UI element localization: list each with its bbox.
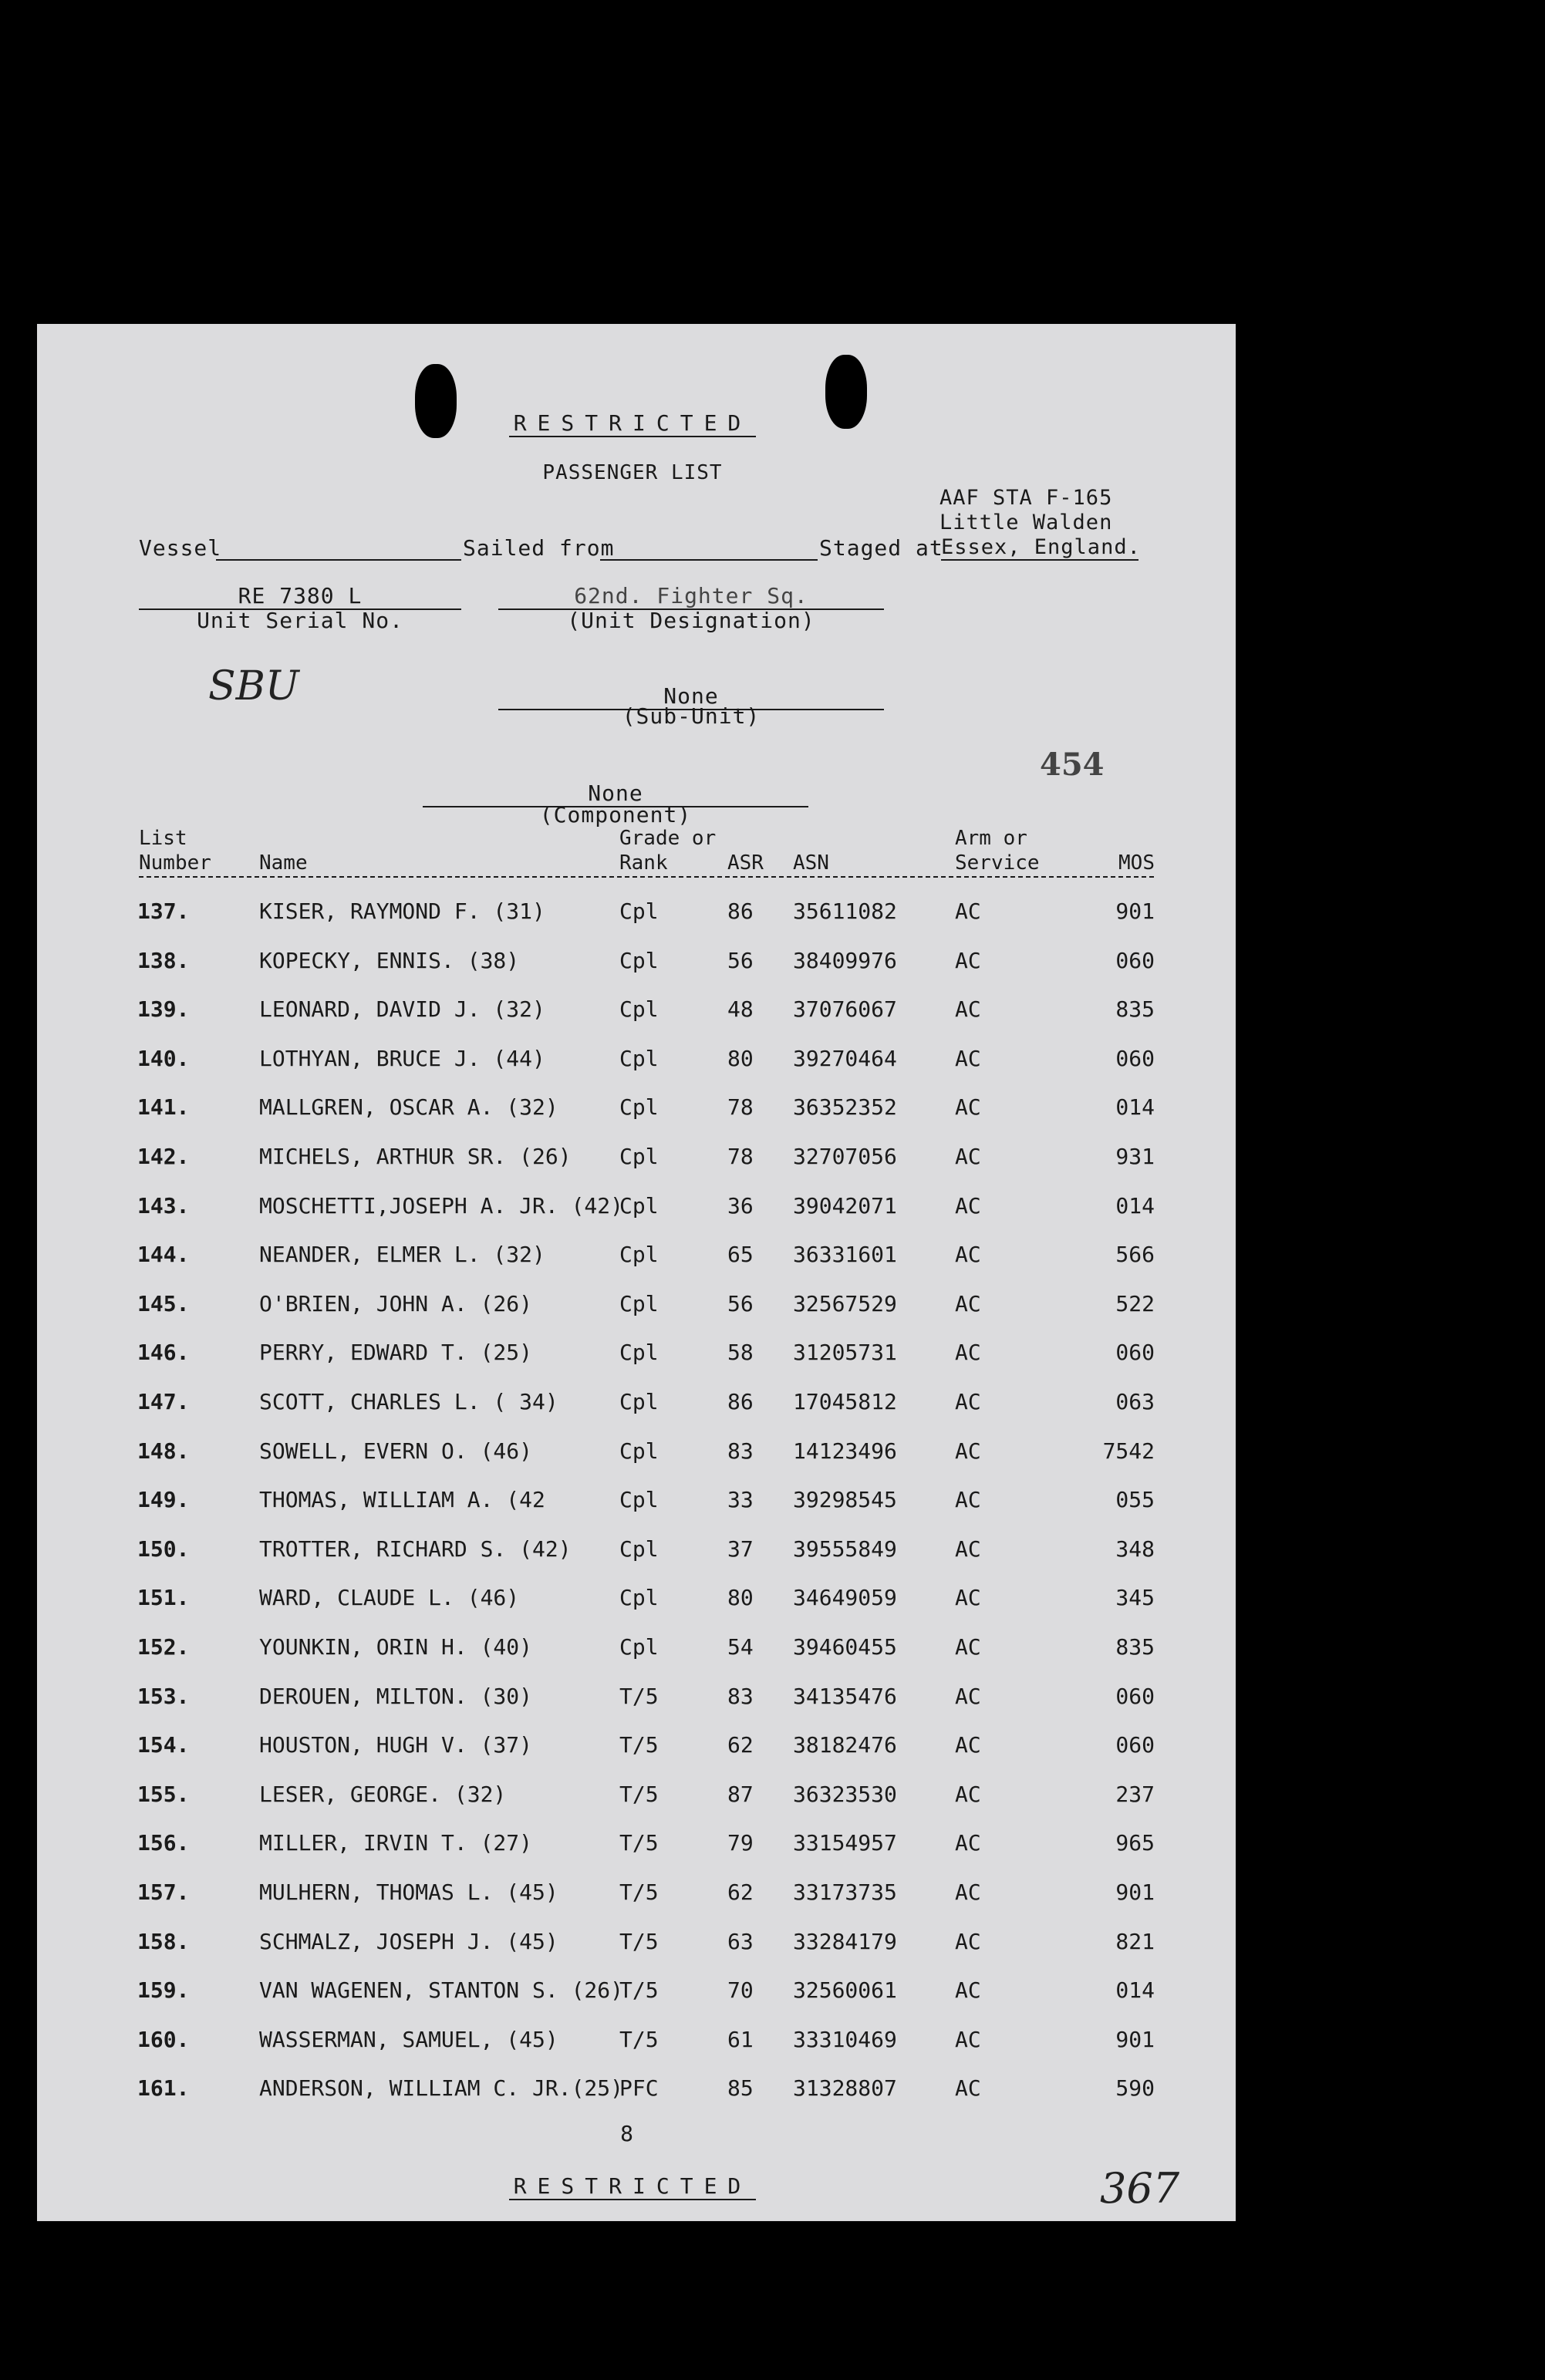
header-grade: Grade or bbox=[619, 827, 717, 850]
cell-mos: 835 bbox=[1115, 1634, 1155, 1660]
cell-arm: AC bbox=[955, 1928, 981, 1954]
cell-num: 143. bbox=[137, 1192, 190, 1219]
cell-asr: 58 bbox=[727, 1340, 754, 1366]
cell-num: 147. bbox=[137, 1389, 190, 1414]
cell-asr: 62 bbox=[727, 1879, 754, 1905]
cell-name: LOTHYAN, BRUCE J. (44) bbox=[259, 1045, 545, 1071]
cell-name: LESER, GEORGE. (32) bbox=[259, 1781, 507, 1807]
cell-mos: 014 bbox=[1115, 1977, 1155, 2004]
cell-num: 161. bbox=[137, 2075, 190, 2102]
unit-designation-value: 62nd. Fighter Sq. bbox=[498, 583, 884, 610]
cell-asn: 38409976 bbox=[793, 947, 897, 973]
cell-grade: T/5 bbox=[619, 1977, 659, 2004]
cell-asr: 65 bbox=[727, 1242, 754, 1268]
cell-asr: 83 bbox=[727, 1438, 754, 1464]
table-row bbox=[37, 2075, 1236, 2106]
cell-name: SCOTT, CHARLES L. ( 34) bbox=[259, 1389, 558, 1414]
handwritten-page-number: 367 bbox=[1100, 2164, 1180, 2213]
cell-grade: Cpl bbox=[619, 1242, 659, 1268]
header-list: List bbox=[139, 827, 187, 850]
cell-asr: 36 bbox=[727, 1192, 754, 1219]
cell-mos: 345 bbox=[1115, 1585, 1155, 1611]
restricted-header: RESTRICTED bbox=[509, 410, 756, 437]
document-title: PASSENGER LIST bbox=[542, 461, 723, 484]
table-row bbox=[37, 1340, 1236, 1370]
table-row bbox=[37, 1732, 1236, 1763]
cell-arm: AC bbox=[955, 1879, 981, 1905]
cell-name: O'BRIEN, JOHN A. (26) bbox=[259, 1290, 533, 1316]
cell-arm: AC bbox=[955, 1144, 981, 1169]
header-name: Name bbox=[259, 851, 308, 875]
header-asn: ASN bbox=[793, 851, 829, 875]
cell-arm: AC bbox=[955, 1585, 981, 1611]
station-line-1: AAF STA F-165 bbox=[939, 486, 1113, 510]
cell-asn: 36323530 bbox=[793, 1781, 897, 1807]
cell-asn: 32707056 bbox=[793, 1144, 897, 1169]
cell-asr: 78 bbox=[727, 1144, 754, 1169]
cell-num: 150. bbox=[137, 1536, 190, 1562]
table-row bbox=[37, 1879, 1236, 1910]
cell-asn: 39270464 bbox=[793, 1045, 897, 1071]
cell-num: 155. bbox=[137, 1781, 190, 1807]
cell-asr: 70 bbox=[727, 1977, 754, 2004]
cell-mos: 835 bbox=[1115, 996, 1155, 1023]
cell-name: KISER, RAYMOND F. (31) bbox=[259, 898, 545, 924]
cell-mos: 060 bbox=[1115, 1683, 1155, 1709]
cell-arm: AC bbox=[955, 1536, 981, 1562]
cell-asr: 86 bbox=[727, 1389, 754, 1414]
cell-arm: AC bbox=[955, 1732, 981, 1758]
cell-name: WASSERMAN, SAMUEL, (45) bbox=[259, 2026, 558, 2052]
cell-asr: 86 bbox=[727, 898, 754, 924]
cell-mos: 348 bbox=[1115, 1536, 1155, 1562]
cell-asr: 87 bbox=[727, 1781, 754, 1807]
cell-asr: 48 bbox=[727, 996, 754, 1023]
header-rank: Rank bbox=[619, 851, 668, 875]
cell-arm: AC bbox=[955, 947, 981, 973]
table-row bbox=[37, 1291, 1236, 1322]
cell-arm: AC bbox=[955, 1094, 981, 1121]
cell-num: 146. bbox=[137, 1340, 190, 1366]
cell-arm: AC bbox=[955, 1438, 981, 1464]
cell-num: 149. bbox=[137, 1487, 190, 1513]
header-mos: MOS bbox=[1118, 851, 1155, 875]
cell-asn: 32560061 bbox=[793, 1977, 897, 2004]
cell-name: THOMAS, WILLIAM A. (42 bbox=[259, 1487, 545, 1513]
cell-asn: 33284179 bbox=[793, 1928, 897, 1954]
table-row bbox=[37, 1830, 1236, 1861]
cell-grade: Cpl bbox=[619, 1389, 659, 1414]
cell-asr: 56 bbox=[727, 947, 754, 973]
cell-mos: 014 bbox=[1115, 1192, 1155, 1219]
cell-asn: 32567529 bbox=[793, 1290, 897, 1316]
cell-mos: 901 bbox=[1115, 898, 1155, 924]
punch-hole-left bbox=[415, 364, 457, 438]
cell-asr: 85 bbox=[727, 2075, 754, 2102]
header-rule bbox=[139, 876, 1154, 878]
handwritten-code: SBU bbox=[208, 663, 299, 710]
cell-arm: AC bbox=[955, 1830, 981, 1856]
document-page bbox=[37, 324, 1236, 2221]
cell-name: LEONARD, DAVID J. (32) bbox=[259, 996, 545, 1023]
cell-num: 157. bbox=[137, 1879, 190, 1905]
cell-arm: AC bbox=[955, 1977, 981, 2004]
cell-asr: 61 bbox=[727, 2026, 754, 2052]
header-number: Number bbox=[139, 851, 211, 875]
cell-arm: AC bbox=[955, 1389, 981, 1414]
cell-grade: Cpl bbox=[619, 1094, 659, 1121]
cell-grade: Cpl bbox=[619, 1536, 659, 1562]
punch-hole-right bbox=[825, 355, 867, 429]
cell-mos: 014 bbox=[1115, 1094, 1155, 1121]
station-line-2: Little Walden bbox=[939, 511, 1113, 534]
table-row bbox=[37, 1242, 1236, 1273]
cell-num: 142. bbox=[137, 1144, 190, 1169]
cell-asr: 62 bbox=[727, 1732, 754, 1758]
unit-designation-label: (Unit Designation) bbox=[567, 608, 815, 633]
cell-mos: 931 bbox=[1115, 1144, 1155, 1169]
cell-asr: 56 bbox=[727, 1290, 754, 1316]
sub-unit-value: None bbox=[498, 683, 884, 710]
cell-grade: Cpl bbox=[619, 1045, 659, 1071]
staged-at-label: Staged at bbox=[819, 535, 943, 561]
cell-asn: 38182476 bbox=[793, 1732, 897, 1758]
cell-asn: 33173735 bbox=[793, 1879, 897, 1905]
cell-num: 139. bbox=[137, 996, 190, 1023]
cell-name: ANDERSON, WILLIAM C. JR.(25) bbox=[259, 2075, 624, 2102]
vessel-blank bbox=[216, 559, 461, 561]
cell-arm: AC bbox=[955, 1683, 981, 1709]
cell-arm: AC bbox=[955, 1487, 981, 1513]
cell-grade: Cpl bbox=[619, 1290, 659, 1316]
cell-asn: 14123496 bbox=[793, 1438, 897, 1464]
cell-num: 153. bbox=[137, 1683, 190, 1709]
cell-asn: 33310469 bbox=[793, 2026, 897, 2052]
unit-serial-label: Unit Serial No. bbox=[197, 608, 403, 633]
cell-name: VAN WAGENEN, STANTON S. (26) bbox=[259, 1977, 624, 2004]
table-row bbox=[37, 1536, 1236, 1567]
cell-name: SOWELL, EVERN O. (46) bbox=[259, 1438, 533, 1464]
cell-mos: 901 bbox=[1115, 2026, 1155, 2052]
table-row bbox=[37, 1046, 1236, 1077]
cell-mos: 7542 bbox=[1102, 1438, 1155, 1464]
cell-asn: 31205731 bbox=[793, 1340, 897, 1366]
cell-mos: 063 bbox=[1115, 1389, 1155, 1414]
cell-mos: 237 bbox=[1115, 1781, 1155, 1807]
cell-num: 138. bbox=[137, 947, 190, 973]
cell-mos: 060 bbox=[1115, 1340, 1155, 1366]
cell-num: 141. bbox=[137, 1094, 190, 1121]
cell-num: 158. bbox=[137, 1928, 190, 1954]
cell-asr: 54 bbox=[727, 1634, 754, 1660]
table-row bbox=[37, 898, 1236, 929]
table-row bbox=[37, 1389, 1236, 1420]
cell-name: YOUNKIN, ORIN H. (40) bbox=[259, 1634, 533, 1660]
cell-name: MILLER, IRVIN T. (27) bbox=[259, 1830, 533, 1856]
cell-asn: 35611082 bbox=[793, 898, 897, 924]
cell-arm: AC bbox=[955, 898, 981, 924]
cell-arm: AC bbox=[955, 1045, 981, 1071]
cell-grade: PFC bbox=[619, 2075, 659, 2102]
cell-grade: Cpl bbox=[619, 996, 659, 1023]
unit-serial-value: RE 7380 L bbox=[139, 583, 461, 610]
cell-arm: AC bbox=[955, 1340, 981, 1366]
cell-asn: 39298545 bbox=[793, 1487, 897, 1513]
cell-arm: AC bbox=[955, 996, 981, 1023]
cell-asn: 37076067 bbox=[793, 996, 897, 1023]
cell-num: 144. bbox=[137, 1242, 190, 1268]
cell-mos: 522 bbox=[1115, 1290, 1155, 1316]
staged-at-value: Essex, England. bbox=[941, 535, 1141, 559]
header-service: Service bbox=[955, 851, 1040, 875]
cell-arm: AC bbox=[955, 1290, 981, 1316]
cell-name: SCHMALZ, JOSEPH J. (45) bbox=[259, 1928, 558, 1954]
table-row bbox=[37, 1193, 1236, 1224]
cell-grade: Cpl bbox=[619, 898, 659, 924]
cell-name: NEANDER, ELMER L. (32) bbox=[259, 1242, 545, 1268]
cell-asn: 36352352 bbox=[793, 1094, 897, 1121]
table-row bbox=[37, 996, 1236, 1027]
component-label: (Component) bbox=[539, 802, 692, 828]
table-row bbox=[37, 1094, 1236, 1125]
table-row bbox=[37, 1144, 1236, 1175]
cell-asn: 39460455 bbox=[793, 1634, 897, 1660]
cell-num: 159. bbox=[137, 1977, 190, 2004]
cell-mos: 060 bbox=[1115, 1045, 1155, 1071]
cell-asr: 79 bbox=[727, 1830, 754, 1856]
cell-mos: 821 bbox=[1115, 1928, 1155, 1954]
table-row bbox=[37, 1487, 1236, 1518]
table-row bbox=[37, 2027, 1236, 2058]
cell-num: 154. bbox=[137, 1732, 190, 1758]
cell-name: MICHELS, ARTHUR SR. (26) bbox=[259, 1144, 572, 1169]
sailed-from-label: Sailed from bbox=[463, 535, 615, 561]
cell-grade: T/5 bbox=[619, 1781, 659, 1807]
cell-num: 152. bbox=[137, 1634, 190, 1660]
cell-num: 151. bbox=[137, 1585, 190, 1611]
cell-arm: AC bbox=[955, 1634, 981, 1660]
cell-grade: Cpl bbox=[619, 1144, 659, 1169]
cell-grade: T/5 bbox=[619, 2026, 659, 2052]
cell-grade: Cpl bbox=[619, 1585, 659, 1611]
table-row bbox=[37, 1929, 1236, 1960]
table-row bbox=[37, 1684, 1236, 1714]
table-row bbox=[37, 1977, 1236, 2008]
cell-grade: T/5 bbox=[619, 1879, 659, 1905]
cell-asn: 34649059 bbox=[793, 1585, 897, 1611]
cell-num: 145. bbox=[137, 1290, 190, 1316]
cell-asn: 39042071 bbox=[793, 1192, 897, 1219]
page-number: 8 bbox=[620, 2121, 634, 2146]
table-row bbox=[37, 1634, 1236, 1665]
cell-asn: 31328807 bbox=[793, 2075, 897, 2102]
cell-asn: 39555849 bbox=[793, 1536, 897, 1562]
cell-asr: 80 bbox=[727, 1045, 754, 1071]
cell-mos: 901 bbox=[1115, 1879, 1155, 1905]
stamp-number: 454 bbox=[1040, 747, 1105, 783]
cell-asr: 83 bbox=[727, 1683, 754, 1709]
cell-grade: Cpl bbox=[619, 1438, 659, 1464]
cell-num: 137. bbox=[137, 898, 190, 924]
vessel-label: Vessel bbox=[139, 535, 222, 561]
table-row bbox=[37, 1782, 1236, 1812]
cell-grade: Cpl bbox=[619, 1340, 659, 1366]
cell-num: 148. bbox=[137, 1438, 190, 1464]
cell-arm: AC bbox=[955, 1242, 981, 1268]
cell-asr: 63 bbox=[727, 1928, 754, 1954]
cell-asn: 17045812 bbox=[793, 1389, 897, 1414]
cell-arm: AC bbox=[955, 1192, 981, 1219]
table-row bbox=[37, 1438, 1236, 1469]
cell-arm: AC bbox=[955, 2026, 981, 2052]
table-row bbox=[37, 1585, 1236, 1616]
cell-asn: 33154957 bbox=[793, 1830, 897, 1856]
cell-mos: 055 bbox=[1115, 1487, 1155, 1513]
cell-name: MALLGREN, OSCAR A. (32) bbox=[259, 1094, 558, 1121]
cell-asn: 34135476 bbox=[793, 1683, 897, 1709]
cell-grade: T/5 bbox=[619, 1732, 659, 1758]
cell-grade: T/5 bbox=[619, 1683, 659, 1709]
header-arm: Arm or bbox=[955, 827, 1027, 850]
restricted-footer: RESTRICTED bbox=[509, 2173, 756, 2200]
cell-asr: 78 bbox=[727, 1094, 754, 1121]
cell-asr: 80 bbox=[727, 1585, 754, 1611]
cell-name: KOPECKY, ENNIS. (38) bbox=[259, 947, 520, 973]
cell-name: MOSCHETTI,JOSEPH A. JR. (42) bbox=[259, 1192, 624, 1219]
cell-grade: Cpl bbox=[619, 1634, 659, 1660]
cell-mos: 965 bbox=[1115, 1830, 1155, 1856]
cell-mos: 060 bbox=[1115, 1732, 1155, 1758]
cell-asn: 36331601 bbox=[793, 1242, 897, 1268]
cell-num: 140. bbox=[137, 1045, 190, 1071]
cell-name: DEROUEN, MILTON. (30) bbox=[259, 1683, 533, 1709]
cell-asr: 33 bbox=[727, 1487, 754, 1513]
cell-mos: 060 bbox=[1115, 947, 1155, 973]
cell-arm: AC bbox=[955, 2075, 981, 2102]
cell-grade: T/5 bbox=[619, 1830, 659, 1856]
cell-mos: 566 bbox=[1115, 1242, 1155, 1268]
cell-name: MULHERN, THOMAS L. (45) bbox=[259, 1879, 558, 1905]
component-value: None bbox=[423, 780, 808, 807]
cell-grade: Cpl bbox=[619, 1192, 659, 1219]
sailed-from-blank bbox=[600, 559, 818, 561]
cell-arm: AC bbox=[955, 1781, 981, 1807]
cell-grade: Cpl bbox=[619, 947, 659, 973]
cell-num: 160. bbox=[137, 2026, 190, 2052]
cell-num: 156. bbox=[137, 1830, 190, 1856]
cell-mos: 590 bbox=[1115, 2075, 1155, 2102]
cell-name: TROTTER, RICHARD S. (42) bbox=[259, 1536, 572, 1562]
cell-name: PERRY, EDWARD T. (25) bbox=[259, 1340, 533, 1366]
cell-asr: 37 bbox=[727, 1536, 754, 1562]
cell-grade: T/5 bbox=[619, 1928, 659, 1954]
sub-unit-label: (Sub-Unit) bbox=[622, 703, 761, 729]
header-asr: ASR bbox=[727, 851, 764, 875]
cell-grade: Cpl bbox=[619, 1487, 659, 1513]
cell-name: WARD, CLAUDE L. (46) bbox=[259, 1585, 520, 1611]
table-row bbox=[37, 948, 1236, 979]
cell-name: HOUSTON, HUGH V. (37) bbox=[259, 1732, 533, 1758]
